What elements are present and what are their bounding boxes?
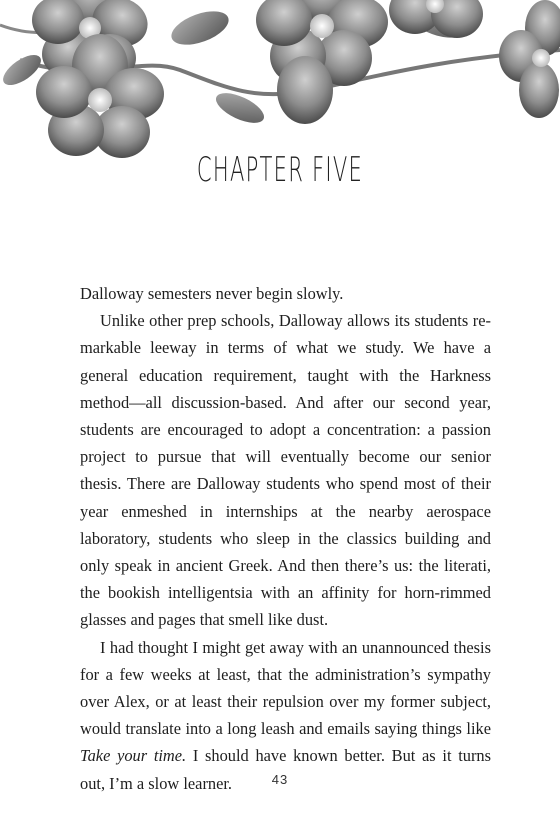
chapter-title: CHAPTER FIVE — [196, 150, 364, 190]
paragraph-text: Unlike other prep schools, Dalloway allows its students remarkable leeway in terms of what we study. We have a general education requirement, taught with the Harkness method—all discussion-based. And after our second year, students are encouraged to adopt a concentration: a passion project to pursue that will eventually become our senior thesis. There are Dalloway students who spend most of their year enmeshed in internships at the nearby aerospace laboratory, students who sleep in the classics building and only speak in ancient Greek. And then there’s us: the literati, the bookish intelligentsia with an affinity for horn-rimmed glasses and pages that smell like dust. — [80, 311, 491, 630]
paragraph-text: Dalloway semesters never begin slowly. — [80, 284, 344, 303]
page-number: 43 — [271, 772, 289, 787]
paragraph — [80, 280, 491, 307]
italic-phrase: Take your time. — [80, 746, 187, 766]
paragraph-text: I should have known better. But as it turns out, I’m a slow learner. — [80, 746, 491, 793]
floral-border-illustration — [0, 0, 560, 175]
paragraph-text: I had thought I might get away with an unannounced thesis for a few weeks at least, that the administration’s sympathy over Alex, or at least their repulsion over my former subject, would translate into a long leash and emails saying things like — [80, 637, 491, 739]
paragraph — [80, 307, 491, 633]
body-text — [80, 280, 491, 797]
